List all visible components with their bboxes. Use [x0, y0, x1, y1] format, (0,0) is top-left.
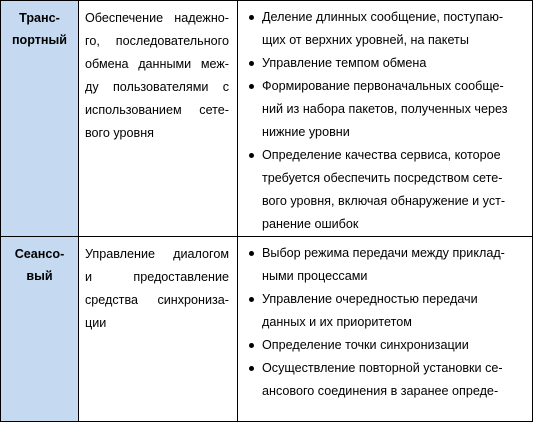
task-text-line: щих от верхних уровней, на пакеты — [262, 33, 469, 47]
task-list — [244, 6, 522, 236]
list-item — [262, 52, 522, 75]
task-text-line: ранение ошибок — [262, 217, 359, 231]
function-line: вого уровня — [85, 126, 155, 140]
list-item — [262, 144, 522, 236]
table-row — [1, 237, 533, 422]
task-text-line: Управление очередностью передачи — [262, 292, 478, 306]
layer-function-cell — [79, 237, 238, 422]
list-item — [262, 357, 522, 403]
layer-name-line: портный — [11, 33, 68, 47]
list-item — [262, 6, 522, 52]
task-text-line: ний из набора пакетов, полученных через — [262, 102, 508, 116]
task-text-line: Определение точки синхронизации — [262, 338, 469, 352]
function-line: обмена данными меж- — [85, 57, 229, 71]
function-line: го, последовательного — [85, 34, 229, 48]
task-text-line: ными процессами — [262, 269, 368, 283]
task-text-line: ансового соединения в заранее опреде- — [262, 384, 499, 398]
list-item — [262, 334, 522, 357]
task-list — [244, 242, 522, 403]
layer-name-line: вый — [26, 269, 53, 283]
task-text-line: Определение качества сервиса, которое — [262, 148, 501, 162]
task-text-line: данных и их приоритетом — [262, 315, 412, 329]
list-item — [262, 75, 522, 144]
function-line: средства синхрониза- — [85, 293, 229, 307]
layer-name-line: Сеансо- — [14, 247, 65, 261]
task-text-line: Осуществление повторной установки се- — [262, 361, 503, 375]
task-text-line: Управление темпом обмена — [262, 56, 427, 70]
function-line: ду пользователями с — [85, 80, 229, 94]
layer-name-cell — [1, 237, 79, 422]
list-item — [262, 288, 522, 334]
task-text-line: нижние уровни — [262, 125, 350, 139]
task-text-line: требуется обеспечить посредством сете- — [262, 171, 503, 185]
function-line: ции — [85, 316, 107, 330]
function-line: Обеспечение надежно- — [85, 11, 229, 25]
task-text-line: Деление длинных сообщение, поступаю- — [262, 10, 504, 24]
layer-name-line: Транс- — [19, 11, 60, 25]
layer-function-cell — [79, 1, 238, 237]
layer-tasks-cell — [238, 237, 533, 422]
task-text-line: Формирование первоначальных сообще- — [262, 79, 504, 93]
layer-tasks-cell — [238, 1, 533, 237]
task-text-line: вого уровня, включая обнаружение и уст- — [262, 194, 506, 208]
layer-name-cell — [1, 1, 79, 237]
function-line: использованием сете- — [85, 103, 229, 117]
list-item — [262, 242, 522, 288]
task-text-line: Выбор режима передачи между приклад- — [262, 246, 505, 260]
function-line: Управление диалогом — [85, 247, 229, 261]
function-line: и предоставление — [85, 270, 229, 284]
